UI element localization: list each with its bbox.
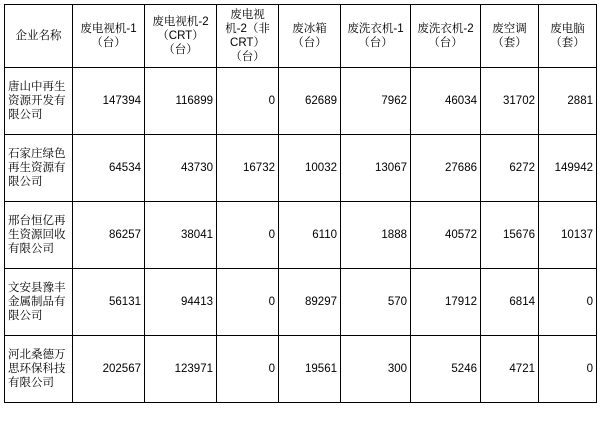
column-header-waste-tv-1: 废电视机-1（台） <box>73 5 145 68</box>
cell-waste-tv-2-noncrt: 0 <box>217 202 279 269</box>
column-header-enterprise-name: 企业名称 <box>5 5 73 68</box>
cell-waste-tv-2-noncrt: 16732 <box>217 135 279 202</box>
column-header-waste-ac: 废空调（套） <box>481 5 539 68</box>
column-header-waste-washer-2: 废洗衣机-2（台） <box>411 5 481 68</box>
cell-waste-computer: 0 <box>539 336 597 403</box>
cell-waste-tv-2-noncrt: 0 <box>217 68 279 135</box>
cell-waste-fridge: 89297 <box>279 269 341 336</box>
cell-enterprise-name: 文安县豫丰金属制品有限公司 <box>5 269 73 336</box>
header-row <box>5 5 597 68</box>
cell-waste-washer-2: 5246 <box>411 336 481 403</box>
cell-waste-tv-1: 56131 <box>73 269 145 336</box>
cell-waste-washer-2: 27686 <box>411 135 481 202</box>
recycling-data-table <box>4 4 597 403</box>
cell-waste-fridge: 19561 <box>279 336 341 403</box>
column-header-waste-tv-2-noncrt: 废电视机-2（非CRT）（台） <box>217 5 279 68</box>
cell-waste-tv-2-crt: 116899 <box>145 68 217 135</box>
cell-waste-ac: 6272 <box>481 135 539 202</box>
cell-enterprise-name: 石家庄绿色再生资源有限公司 <box>5 135 73 202</box>
table-row <box>5 135 597 202</box>
column-header-waste-tv-2-crt: 废电视机-2（CRT）（台） <box>145 5 217 68</box>
cell-waste-fridge: 62689 <box>279 68 341 135</box>
cell-enterprise-name: 唐山中再生资源开发有限公司 <box>5 68 73 135</box>
cell-enterprise-name: 邢台恒亿再生资源回收有限公司 <box>5 202 73 269</box>
table-header <box>5 5 597 68</box>
cell-waste-computer: 10137 <box>539 202 597 269</box>
cell-waste-computer: 2881 <box>539 68 597 135</box>
cell-waste-ac: 6814 <box>481 269 539 336</box>
cell-waste-tv-1: 86257 <box>73 202 145 269</box>
cell-waste-computer: 149942 <box>539 135 597 202</box>
cell-waste-tv-2-crt: 43730 <box>145 135 217 202</box>
cell-waste-washer-1: 570 <box>341 269 411 336</box>
table-row <box>5 68 597 135</box>
cell-waste-washer-2: 17912 <box>411 269 481 336</box>
table-body <box>5 68 597 403</box>
table-row <box>5 202 597 269</box>
cell-waste-tv-2-crt: 38041 <box>145 202 217 269</box>
table-row <box>5 336 597 403</box>
cell-waste-ac: 15676 <box>481 202 539 269</box>
cell-waste-washer-1: 300 <box>341 336 411 403</box>
cell-waste-tv-2-crt: 123971 <box>145 336 217 403</box>
cell-waste-washer-2: 40572 <box>411 202 481 269</box>
column-header-waste-fridge: 废冰箱（台） <box>279 5 341 68</box>
cell-waste-ac: 31702 <box>481 68 539 135</box>
cell-waste-washer-1: 7962 <box>341 68 411 135</box>
cell-waste-tv-1: 147394 <box>73 68 145 135</box>
table-row <box>5 269 597 336</box>
cell-waste-fridge: 6110 <box>279 202 341 269</box>
cell-waste-washer-2: 46034 <box>411 68 481 135</box>
cell-waste-tv-1: 202567 <box>73 336 145 403</box>
cell-waste-tv-2-noncrt: 0 <box>217 336 279 403</box>
cell-waste-tv-2-crt: 94413 <box>145 269 217 336</box>
cell-waste-washer-1: 13067 <box>341 135 411 202</box>
cell-waste-fridge: 10032 <box>279 135 341 202</box>
cell-waste-tv-1: 64534 <box>73 135 145 202</box>
cell-waste-ac: 4721 <box>481 336 539 403</box>
cell-enterprise-name: 河北桑德万思环保科技有限公司 <box>5 336 73 403</box>
column-header-waste-washer-1: 废洗衣机-1（台） <box>341 5 411 68</box>
cell-waste-computer: 0 <box>539 269 597 336</box>
cell-waste-tv-2-noncrt: 0 <box>217 269 279 336</box>
cell-waste-washer-1: 1888 <box>341 202 411 269</box>
column-header-waste-computer: 废电脑（套） <box>539 5 597 68</box>
